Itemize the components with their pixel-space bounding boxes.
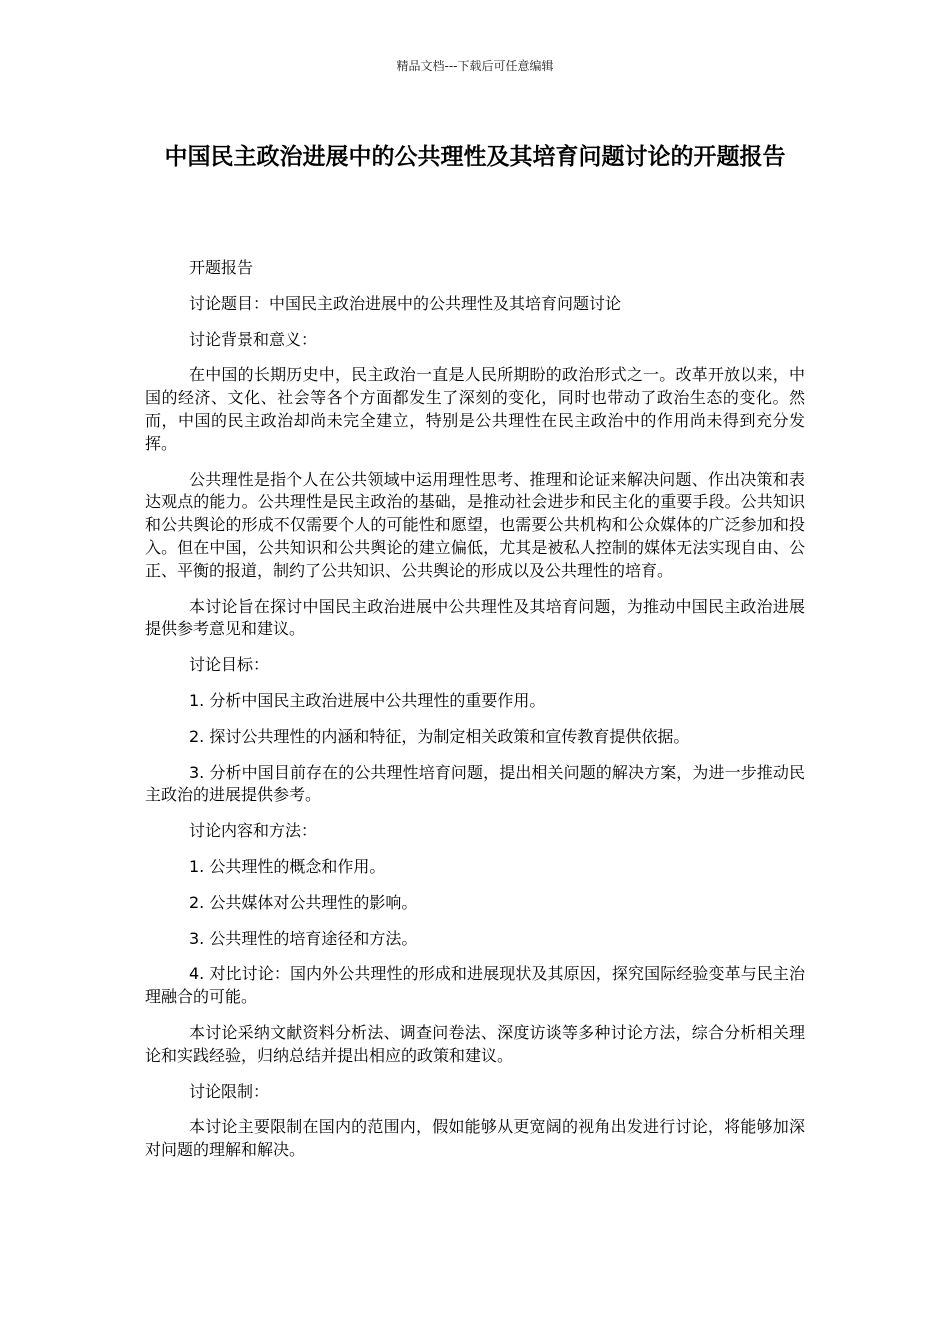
document-title: 中国民主政治进展中的公共理性及其培育问题讨论的开题报告 (164, 144, 786, 170)
limitations-paragraph: 本讨论主要限制在国内的范围内，假如能够从更宽阔的视角出发进行讨论，将能够加深对问题的理解和解决。 (145, 1117, 805, 1160)
section-heading-limitations: 讨论限制： (189, 1081, 270, 1101)
section-heading-content-methods: 讨论内容和方法： (189, 821, 318, 841)
section-heading-goals: 讨论目标： (189, 655, 270, 675)
topic-line: 讨论题目：中国民主政治进展中的公共理性及其培育问题讨论 (189, 293, 622, 313)
goal-item-1: 1. 分析中国民主政治进展中公共理性的重要作用。 (189, 690, 546, 710)
section-heading-background: 讨论背景和意义： (189, 329, 318, 349)
content-item-1: 1. 公共理性的概念和作用。 (189, 856, 386, 876)
background-paragraph-3: 本讨论旨在探讨中国民主政治进展中公共理性及其培育问题，为推动中国民主政治进展提供参考意见和建议。 (145, 596, 805, 639)
content-item-4: 4. 对比讨论：国内外公共理性的形成和进展现状及其原因，探究国际经验变革与民主治理融合的可能。 (145, 964, 805, 1007)
goal-item-3: 3. 分析中国目前存在的公共理性培育问题，提出相关问题的解决方案，为进一步推动民主政治的进展提供参考。 (145, 762, 805, 805)
section-label-proposal: 开题报告 (189, 258, 254, 277)
document-body (145, 257, 805, 1175)
content-item-3: 3. 公共理性的培育途径和方法。 (189, 928, 418, 948)
background-paragraph-1: 在中国的长期历史中，民主政治一直是人民所期盼的政治形式之一。改革开放以来，中国的经济、文化、社会等各个方面都发生了深刻的变化，同时也带动了政治生态的变化。然而，中国的民主政治却尚未完全建立，特别是公共理性在民主政治中的作用尚未得到充分发挥。 (145, 365, 805, 453)
content-item-2: 2. 公共媒体对公共理性的影响。 (189, 892, 418, 912)
goal-item-2: 2. 探讨公共理性的内涵和特征，为制定相关政策和宣传教育提供依据。 (189, 726, 690, 746)
background-paragraph-2: 公共理性是指个人在公共领域中运用理性思考、推理和论证来解决问题、作出决策和表达观点的能力。公共理性是民主政治的基础，是推动社会进步和民主化的重要手段。公共知识和公共舆论的形成不仅需要个人的可能性和愿望，也需要公共机构和公众媒体的广泛参加和投入。但在中国，公共知识和公共舆论的建立偏低，尤其是被私人控制的媒体无法实现自由、公正、平衡的报道，制约了公共知识、公共舆论的形成以及公共理性的培育。 (145, 469, 805, 580)
methods-paragraph: 本讨论采纳文献资料分析法、调查问卷法、深度访谈等多种讨论方法，综合分析相关理论和实践经验，归纳总结并提出相应的政策和建议。 (145, 1022, 805, 1065)
page-header-note: 精品文档---下载后可任意编辑 (396, 59, 554, 73)
